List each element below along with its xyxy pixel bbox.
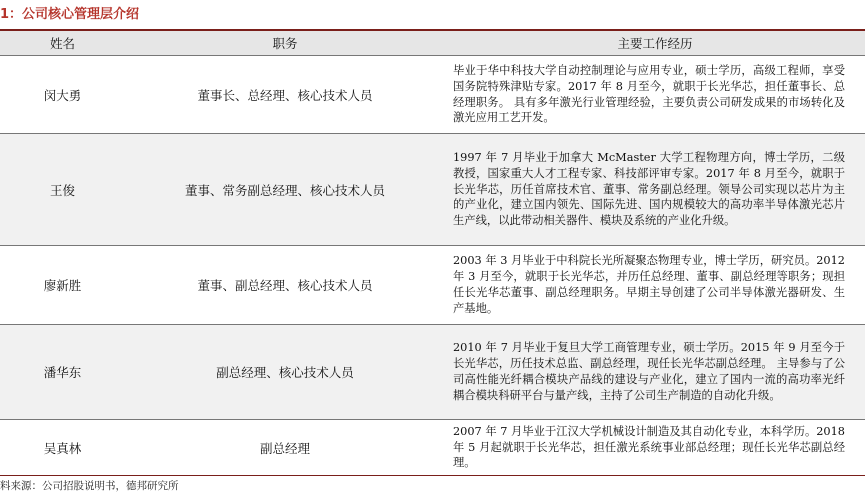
person-name: 王俊	[0, 134, 125, 246]
header-experience: 主要工作经历	[445, 31, 865, 56]
header-title: 职务	[125, 31, 445, 56]
person-title: 董事、副总经理、核心技术人员	[125, 246, 445, 325]
person-experience: 2007 年 7 月毕业于江汉大学机械设计制造及其自动化专业，本科学历。2018 年 5 月起就职于长光华芯，担任激光系统事业部总经理；现任长光华芯副总经理。	[445, 420, 865, 476]
person-name: 吴真林	[0, 420, 125, 476]
person-name: 闵大勇	[0, 56, 125, 134]
table-row	[0, 325, 865, 420]
person-experience: 1997 年 7 月毕业于加拿大 McMaster 大学工程物理方向，博士学历，二级教授，国家重大人才工程专家、科技部评审专家。2017 年 8 月至今，就职于长光华芯，历任首席技术官、董事、常务副总经理。领导公司实现以芯片为主的产业化，建立国内领先、国际先进、国内规模较大的高功率半导体激光芯片生产线，以此带动相关器件、模块及系统的产业化升级。	[445, 134, 865, 246]
person-title: 副总经理	[125, 420, 445, 476]
table-row	[0, 420, 865, 476]
person-name: 潘华东	[0, 325, 125, 420]
header-row	[0, 31, 865, 56]
table-caption: 1：公司核心管理层介绍	[0, 7, 140, 22]
person-title: 董事、常务副总经理、核心技术人员	[125, 134, 445, 246]
management-table	[0, 31, 865, 476]
header-name: 姓名	[0, 31, 125, 56]
person-title: 副总经理、核心技术人员	[125, 325, 445, 420]
person-name: 廖新胜	[0, 246, 125, 325]
person-experience: 2010 年 7 月毕业于复旦大学工商管理专业，硕士学历。2015 年 9 月至今于长光华芯，历任技术总监、副总经理，现任长光华芯副总经理。 主导参与了公司高性能光纤耦合模块产品线的建设与产业化，建立了国内一流的高功率光纤耦合模块科研平台与量产线，主持了公司生产制造的自动化升级。	[445, 325, 865, 420]
source-note: 料来源：公司招股说明书，德邦研究所	[0, 480, 179, 492]
table-row	[0, 56, 865, 134]
person-experience: 毕业于华中科技大学自动控制理论与应用专业，硕士学历，高级工程师，享受国务院特殊津贴专家。2017 年 8 月至今，就职于长光华芯，担任董事长、总经理职务。 具有多年激光行业管理经验，主要负责公司研发成果的市场转化及激光应用工艺开发。	[445, 56, 865, 134]
person-experience: 2003 年 3 月毕业于中科院长光所凝聚态物理专业，博士学历，研究员。2012 年 3 月至今，就职于长光华芯，并历任总经理、董事、副总经理等职务；现担任长光华芯董事、副总经理职务。早期主导创建了公司半导体激光器研发、生产基地。	[445, 246, 865, 325]
person-title: 董事长、总经理、核心技术人员	[125, 56, 445, 134]
table-row	[0, 134, 865, 246]
table-row	[0, 246, 865, 325]
